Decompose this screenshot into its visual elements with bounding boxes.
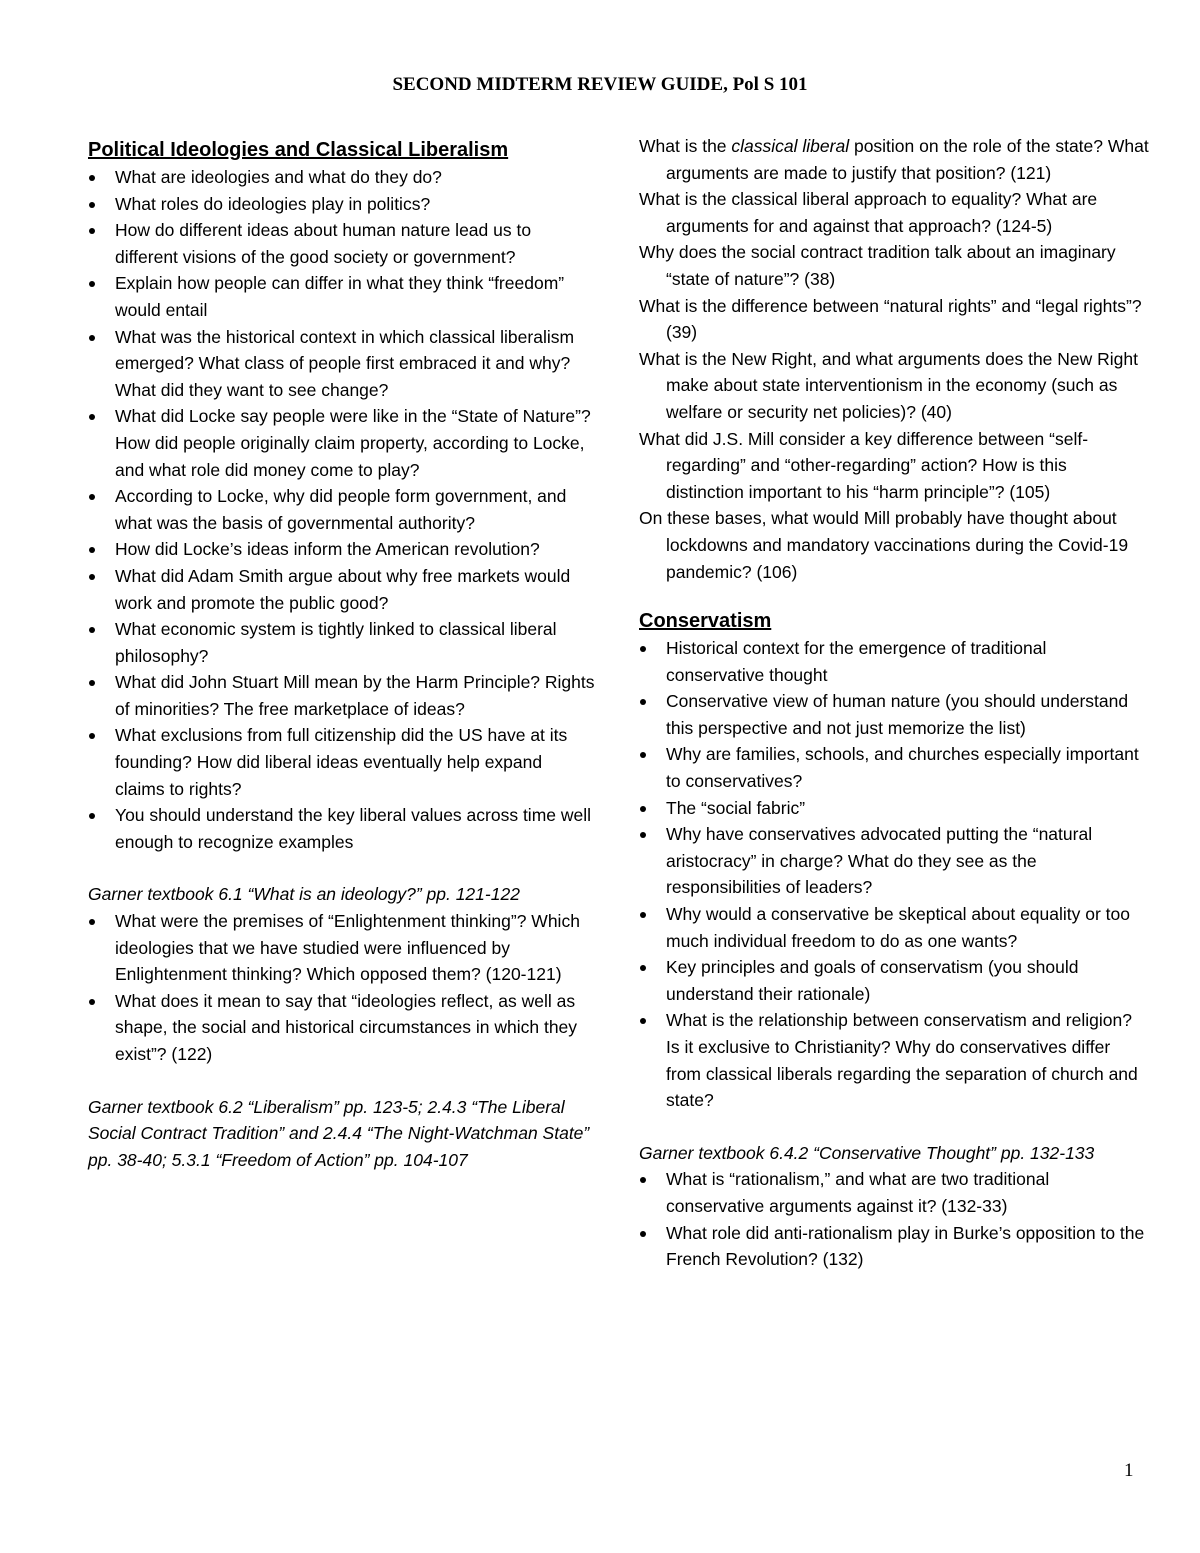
reading-question: On these bases, what would Mill probably have thought about lockdowns and mandatory vaccinations during the Covid-19 pandemic? (106) [639,508,1129,582]
left-column [88,136,596,1173]
reading-reference: Garner textbook 6.4.2 “Conservative Thought” pp. 132-133 [639,1142,1095,1163]
section-heading-conservatism: Conservatism [639,610,772,633]
list-item: Historical context for the emergence of traditional conservative thought [639,635,1149,688]
list-item: How did Locke’s ideas inform the American revolution? [88,536,596,563]
list-item: Why would a conservative be skeptical about equality or too much individual freedom to do as one wants? [639,901,1149,954]
reading-reference: Garner textbook 6.1 “What is an ideology?” pp. 121-122 [88,884,520,905]
reading-reference: Garner textbook 6.2 “Liberalism” pp. 123-5; 2.4.3 “The Liberal Social Contract Tradition” and 2.4.4 “The Night-Watchman State” pp. 38-40; 5.3.1 “Freedom of Action” pp. 104-107 [88,1096,590,1170]
page-number: 1 [1124,1460,1134,1481]
list-item: What exclusions from full citizenship did the US have at its founding? How did liberal ideas eventually help expand claims to rights? [88,722,596,802]
list-item: Key principles and goals of conservatism (you should understand their rationale) [639,954,1149,1007]
section-heading-liberalism: Political Ideologies and Classical Liberalism [88,139,509,161]
list-item: What does it mean to say that “ideologies reflect, as well as shape, the social and historical circumstances in which they exist”? (122) [88,988,596,1068]
list-item: You should understand the key liberal values across time well enough to recognize examples [88,802,596,855]
reading-question: What is the classical liberal position on the role of the state? What arguments are made to justify that position? (121) [639,136,1149,183]
list-item: What did John Stuart Mill mean by the Harm Principle? Rights of minorities? The free marketplace of ideas? [88,669,596,722]
reading-question: What did J.S. Mill consider a key difference between “self-regarding” and “other-regarding” action? How is this distinction important to his “harm principle”? (105) [639,428,1089,502]
list-item: How do different ideas about human nature lead us to different visions of the good society or government? [88,217,596,270]
list-item: What economic system is tightly linked to classical liberal philosophy? [88,616,596,669]
list-item: Conservative view of human nature (you should understand this perspective and not just memorize the list) [639,688,1149,741]
list-item: What was the historical context in which classical liberalism emerged? What class of people first embraced it and why? What did they want to see change? [88,324,596,404]
list-item: The “social fabric” [639,795,1149,822]
reading-question-list [88,908,596,1068]
conservatism-question-list [639,635,1149,1114]
list-item: What did Adam Smith argue about why free markets would work and promote the public good? [88,563,596,616]
liberalism-question-list [88,164,596,855]
list-item: Why have conservatives advocated putting the “natural aristocracy” in charge? What do they see as the responsibilities of leaders? [639,821,1149,901]
list-item: What did Locke say people were like in the “State of Nature”? How did people originally claim property, according to Locke, and what role did money come to play? [88,403,596,483]
list-item: What is “rationalism,” and what are two traditional conservative arguments against it? (132-33) [639,1166,1149,1219]
reading-question: What is the New Right, and what arguments does the New Right make about state interventionism in the economy (such as welfare or security net policies)? (40) [639,348,1138,422]
list-item: What were the premises of “Enlightenment thinking”? Which ideologies that we have studied were influenced by Enlightenment thinking? Which opposed them? (120-121) [88,908,596,988]
reading-question: Why does the social contract tradition talk about an imaginary “state of nature”? (38) [639,242,1116,289]
page-title: SECOND MIDTERM REVIEW GUIDE, Pol S 101 [392,74,808,95]
liberalism-reading-questions [639,133,1149,585]
list-item: What roles do ideologies play in politics? [88,191,596,218]
list-item: Why are families, schools, and churches especially important to conservatives? [639,741,1149,794]
reading-question-list [639,1166,1149,1272]
list-item: What is the relationship between conservatism and religion? Is it exclusive to Christianity? Why do conservatives differ from classical liberals regarding the separation of church and state? [639,1007,1149,1113]
right-column [639,133,1149,1273]
reading-question: What is the difference between “natural rights” and “legal rights”? (39) [639,295,1142,343]
list-item: According to Locke, why did people form government, and what was the basis of governmental authority? [88,483,596,536]
list-item: What are ideologies and what do they do? [88,164,596,191]
reading-question: What is the classical liberal approach to equality? What are arguments for and against that approach? (124-5) [639,189,1098,236]
list-item: What role did anti-rationalism play in Burke’s opposition to the French Revolution? (132) [639,1220,1149,1273]
list-item: Explain how people can differ in what they think “freedom” would entail [88,270,596,323]
